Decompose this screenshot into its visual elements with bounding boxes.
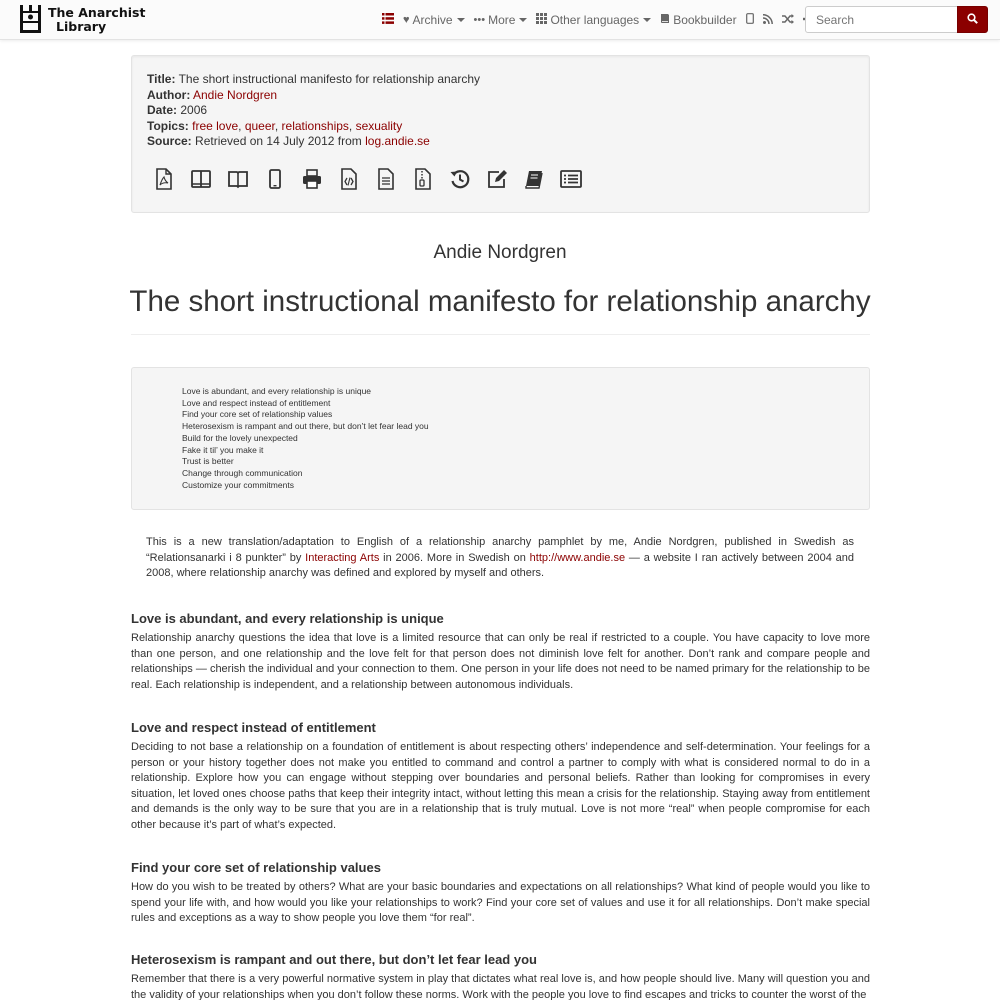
print-icon (301, 168, 323, 193)
nav-archive[interactable] (403, 13, 465, 27)
print-button[interactable] (295, 163, 329, 197)
meta-source-label: Source: (147, 134, 192, 149)
intro-paragraph (146, 535, 854, 582)
article-title: The short instructional manifesto for relationship anarchy (129, 285, 871, 318)
title-divider (131, 334, 870, 335)
topic-link-queer[interactable]: queer (244, 118, 275, 133)
a4-pdf-button[interactable] (184, 163, 218, 197)
intro-text-1: This is a new translation/adaptation to English of a relationship anarchy pamphlet by me, Andie Nordgren, published in Swedish as “Relationsanarki i 8 punkter” by (146, 536, 854, 564)
text-metadata-panel (131, 55, 870, 213)
toc-item[interactable]: Love is abundant, and every relationship is unique (182, 386, 372, 396)
tablet-icon (264, 168, 286, 193)
section-body: Relationship anarchy questions the idea that love is a limited resource that can only be real if restricted to a couple. You have capacity to love more than one person, and one relationship and the love felt for that person does not diminish love felt for another. Don’t rank and compare people and relationships — cherish the individual and your connection to them. One person in your life does not need to be named primary for the relationship to be real. Each relationship is independent, and a relationship between autonomous individuals. (131, 632, 870, 691)
rss-icon (763, 13, 773, 27)
nav-mobile[interactable] (746, 13, 754, 27)
nav-more-label: More (488, 13, 516, 27)
zip-button[interactable] (406, 163, 440, 197)
logo-press-icon (18, 3, 44, 35)
andie-website-link[interactable]: http://www.andie.se (529, 551, 626, 564)
topic-link-sexuality[interactable]: sexuality (355, 118, 403, 133)
pdf-icon (153, 168, 175, 193)
meta-title-value: The short instructional manifesto for relationship anarchy (178, 72, 481, 86)
book-icon (190, 168, 212, 193)
source-code-icon (338, 168, 360, 193)
section-heterosexism (131, 952, 870, 1000)
logo-text (48, 6, 145, 34)
toc-item[interactable]: Customize your commitments (182, 479, 294, 490)
meta-topics: Topics: free love, queer, relationships, sexuality (147, 118, 403, 133)
grid-icon (536, 13, 547, 27)
book-icon (660, 13, 670, 27)
meta-author (147, 88, 854, 104)
intro-text-2: in 2006. More in Swedish on (379, 551, 530, 564)
history-button[interactable] (443, 163, 477, 197)
site-logo[interactable] (18, 3, 145, 35)
search-icon (967, 13, 978, 27)
nav-bookbuilder[interactable] (660, 13, 736, 27)
plain-text-icon (375, 168, 397, 193)
meta-source (147, 134, 854, 150)
topic-link-free-love[interactable]: free love (192, 118, 239, 133)
meta-source-prefix: Retrieved on 14 July 2012 from (195, 134, 366, 149)
table-of-contents (131, 367, 870, 510)
meta-title (147, 72, 854, 88)
toc-item[interactable]: Love and respect instead of entitlement (182, 397, 331, 408)
caret-down-icon (643, 18, 651, 22)
section-heading: Heterosexism is rampant and out there, but don’t let fear lead you (131, 952, 537, 967)
meta-author-link[interactable]: Andie Nordgren (193, 87, 278, 102)
main-nav (382, 0, 822, 40)
caret-down-icon (457, 18, 465, 22)
section-body: Deciding to not base a relationship on a foundation of entitlement is about respecting others’ independence and self-determination. Your feelings for a person or your history together does not make you entitled to command and control a partner to comply with what is considered normal to do in a relationship. Explore how you can engage without stepping over boundaries and personal beliefs. Rather than looking for compromises in every situation, let loved ones choose paths that keep their integrity intact, without letting this mean a crisis for the relationship. Staying away from entitlement and demands is the only way to be sure that you are in a relationship that is truly mutual. Love is not more “real” when people compromise for each other because it’s part of what’s expected. (131, 741, 870, 831)
nav-archive-label: Archive (412, 13, 453, 27)
book-open-icon (227, 168, 249, 193)
section-heading: Love is abundant, and every relationship is unique (131, 611, 444, 626)
search-input[interactable] (805, 6, 958, 33)
section-heading: Love and respect instead of entitlement (131, 720, 376, 735)
history-icon (449, 168, 471, 193)
nav-other-languages-label: Other languages (550, 13, 640, 27)
logo-line-1: The Anarchist (48, 4, 146, 20)
topic-link-relationships[interactable]: relationships (281, 118, 349, 133)
add-to-bookbuilder-button[interactable] (517, 163, 551, 197)
toc-item[interactable]: Build for the lovely unexpected (182, 432, 298, 443)
list-icon (382, 13, 394, 27)
toc-item[interactable]: Heterosexism is rampant and out there, but don’t let fear lead you (182, 421, 429, 432)
ellipsis-icon: ••• (473, 14, 486, 26)
logo-line-2: Library (56, 18, 107, 34)
section-body: Remember that there is a very powerful normative system in play that dictates what real love is, and how people should live. Many will question you and the validity of your relationships when you don’t follow these norms. Work with the people you love to find escapes and tricks to counter the worst of the (131, 973, 870, 1000)
shuffle-icon (782, 13, 794, 27)
caret-down-icon (519, 18, 527, 22)
navbar (0, 0, 1000, 40)
nav-bookbuilder-label: Bookbuilder (673, 13, 737, 27)
toc-item[interactable]: Change through communication (182, 467, 303, 478)
section-core-values (131, 860, 870, 927)
intro-text-3: — a website I ran actively between 2004 and 2008, where relationship anarchy was defined and explored by myself and others. (146, 551, 855, 580)
meta-date-label: Date: (147, 103, 178, 118)
meta-topics-label: Topics: (147, 118, 189, 133)
article-author: Andie Nordgren (433, 242, 567, 263)
meta-title-label: Title: (147, 72, 176, 86)
meta-author-label: Author: (147, 87, 191, 102)
nav-more[interactable] (474, 13, 528, 27)
table-of-contents-button[interactable] (554, 163, 588, 197)
download-toolbar (147, 163, 591, 197)
edit-button[interactable] (480, 163, 514, 197)
section-heading: Find your core set of relationship values (131, 860, 381, 875)
section-love-and-respect (131, 720, 870, 834)
letter-pdf-button[interactable] (221, 163, 255, 197)
nav-list-toggle[interactable] (382, 13, 394, 27)
heart-icon: ♥ (403, 14, 410, 26)
bookbuilder-icon (523, 168, 545, 193)
meta-source-link[interactable]: log.andie.se (365, 134, 430, 149)
toc-item[interactable]: Trust is better (182, 456, 234, 467)
meta-date-value: 2006 (180, 103, 208, 118)
interacting-arts-link[interactable]: Interacting Arts (305, 551, 380, 564)
list-icon (560, 168, 582, 193)
epub-button[interactable] (258, 163, 292, 197)
section-body: How do you wish to be treated by others? What are your basic boundaries and expectations on all relationships? What kind of people would you like to spend your life with, and how would you like your relationships to work? Find your core set of values and use it for all relationships. Don’t make special rules and exceptions as a way to show people you love them “for real”. (131, 881, 870, 925)
nav-random[interactable] (782, 13, 794, 27)
zip-icon (412, 168, 434, 193)
edit-icon (486, 168, 508, 193)
meta-date (147, 103, 854, 119)
nav-other-languages[interactable] (536, 13, 651, 27)
nav-rss[interactable] (763, 13, 773, 27)
source-button[interactable] (332, 163, 366, 197)
plain-text-button[interactable] (369, 163, 403, 197)
toc-item[interactable]: Find your core set of relationship values (182, 409, 333, 420)
mobile-icon (746, 13, 754, 27)
search-button[interactable] (957, 6, 988, 33)
toc-item[interactable]: Fake it til’ you make it (182, 444, 264, 455)
pdf-download-button[interactable] (147, 163, 181, 197)
section-love-is-abundant (131, 611, 870, 693)
